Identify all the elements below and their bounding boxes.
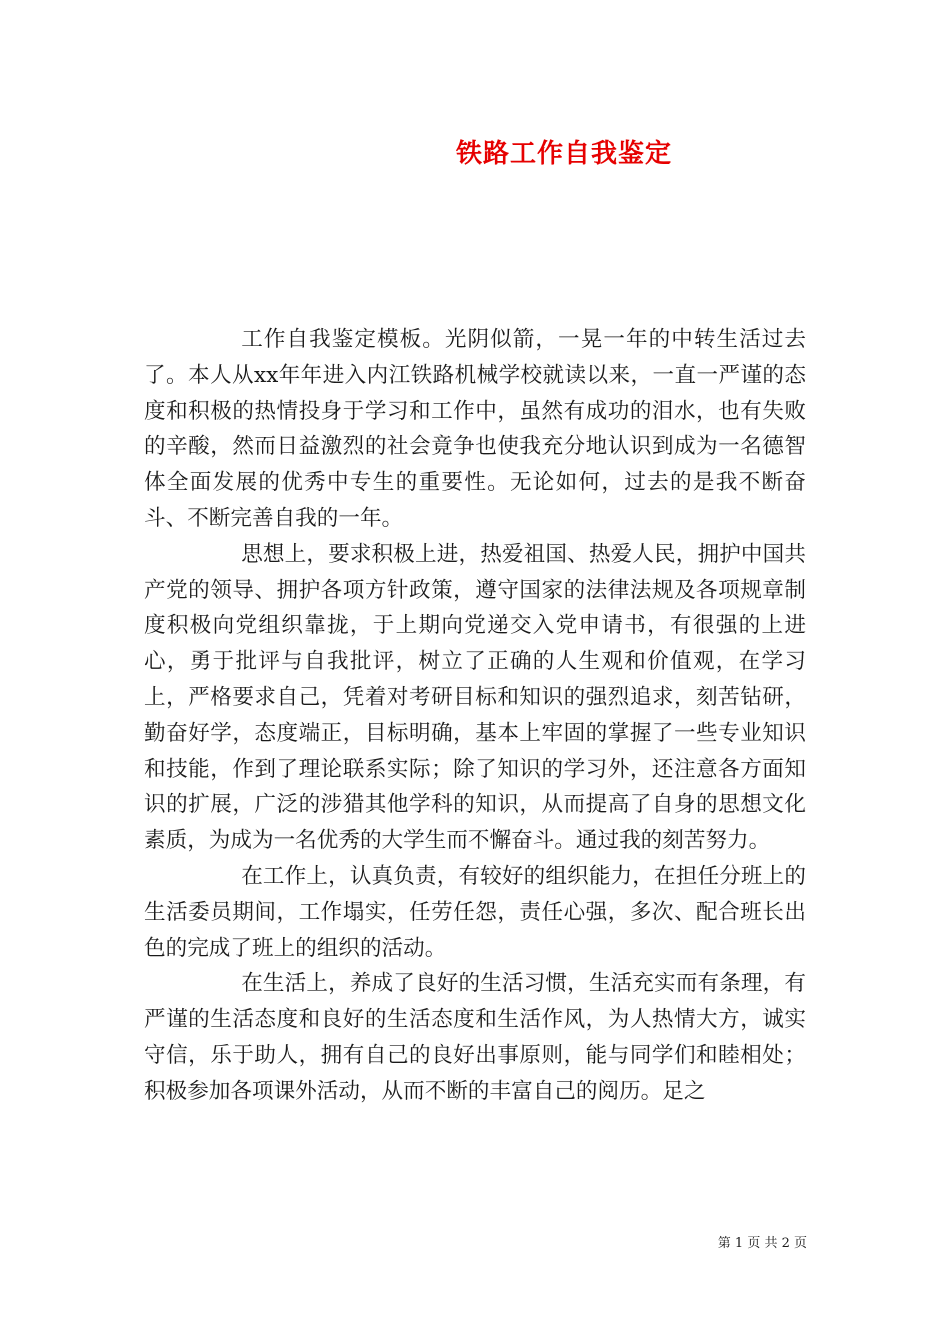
paragraph-work: 在工作上，认真负责，有较好的组织能力，在担任分班上的生活委员期间，工作塌实，任劳任怨，责任心强，多次、配合班长出色的完成了班上的组织的活动。: [144, 863, 806, 961]
document-body: [144, 322, 806, 1110]
document-title: 铁路工作自我鉴定: [455, 139, 672, 169]
page-number: 第 1 页 共 2 页: [717, 1236, 807, 1251]
paragraph-intro: 工作自我鉴定模板。光阴似箭，一晃一年的中转生活过去了。本人从xx年年进入内江铁路机械学校就读以来，一直一严谨的态度和积极的热情投身于学习和工作中，虽然有成功的泪水，也有失败的辛酸，然而日益激烈的社会竟争也使我充分地认识到成为一名德智体全面发展的优秀中专生的重要性。无论如何，过去的是我不断奋斗、不断完善自我的一年。: [144, 327, 806, 531]
paragraph-life: 在生活上，养成了良好的生活习惯，生活充实而有条理，有严谨的生活态度和良好的生活态度和生活作风，为人热情大方，诚实守信，乐于助人，拥有自己的良好出事原则，能与同学们和睦相处；积极参加各项课外活动，从而不断的丰富自己的阅历。足之: [144, 971, 806, 1104]
paragraph-thought: 思想上，要求积极上进，热爱祖国、热爱人民，拥护中国共产党的领导、拥护各项方针政策，遵守国家的法律法规及各项规章制度积极向党组织靠拢，于上期向党递交入党申请书，有很强的上进心，勇于批评与自我批评，树立了正确的人生观和价值观，在学习上，严格要求自己，凭着对考研目标和知识的强烈追求，刻苦钻研，勤奋好学，态度端正，目标明确，基本上牢固的掌握了一些专业知识和技能，作到了理论联系实际；除了知识的学习外，还注意各方面知识的扩展，广泛的涉猎其他学科的知识，从而提高了自身的思想文化素质，为成为一名优秀的大学生而不懈奋斗。通过我的刻苦努力。: [144, 541, 806, 854]
